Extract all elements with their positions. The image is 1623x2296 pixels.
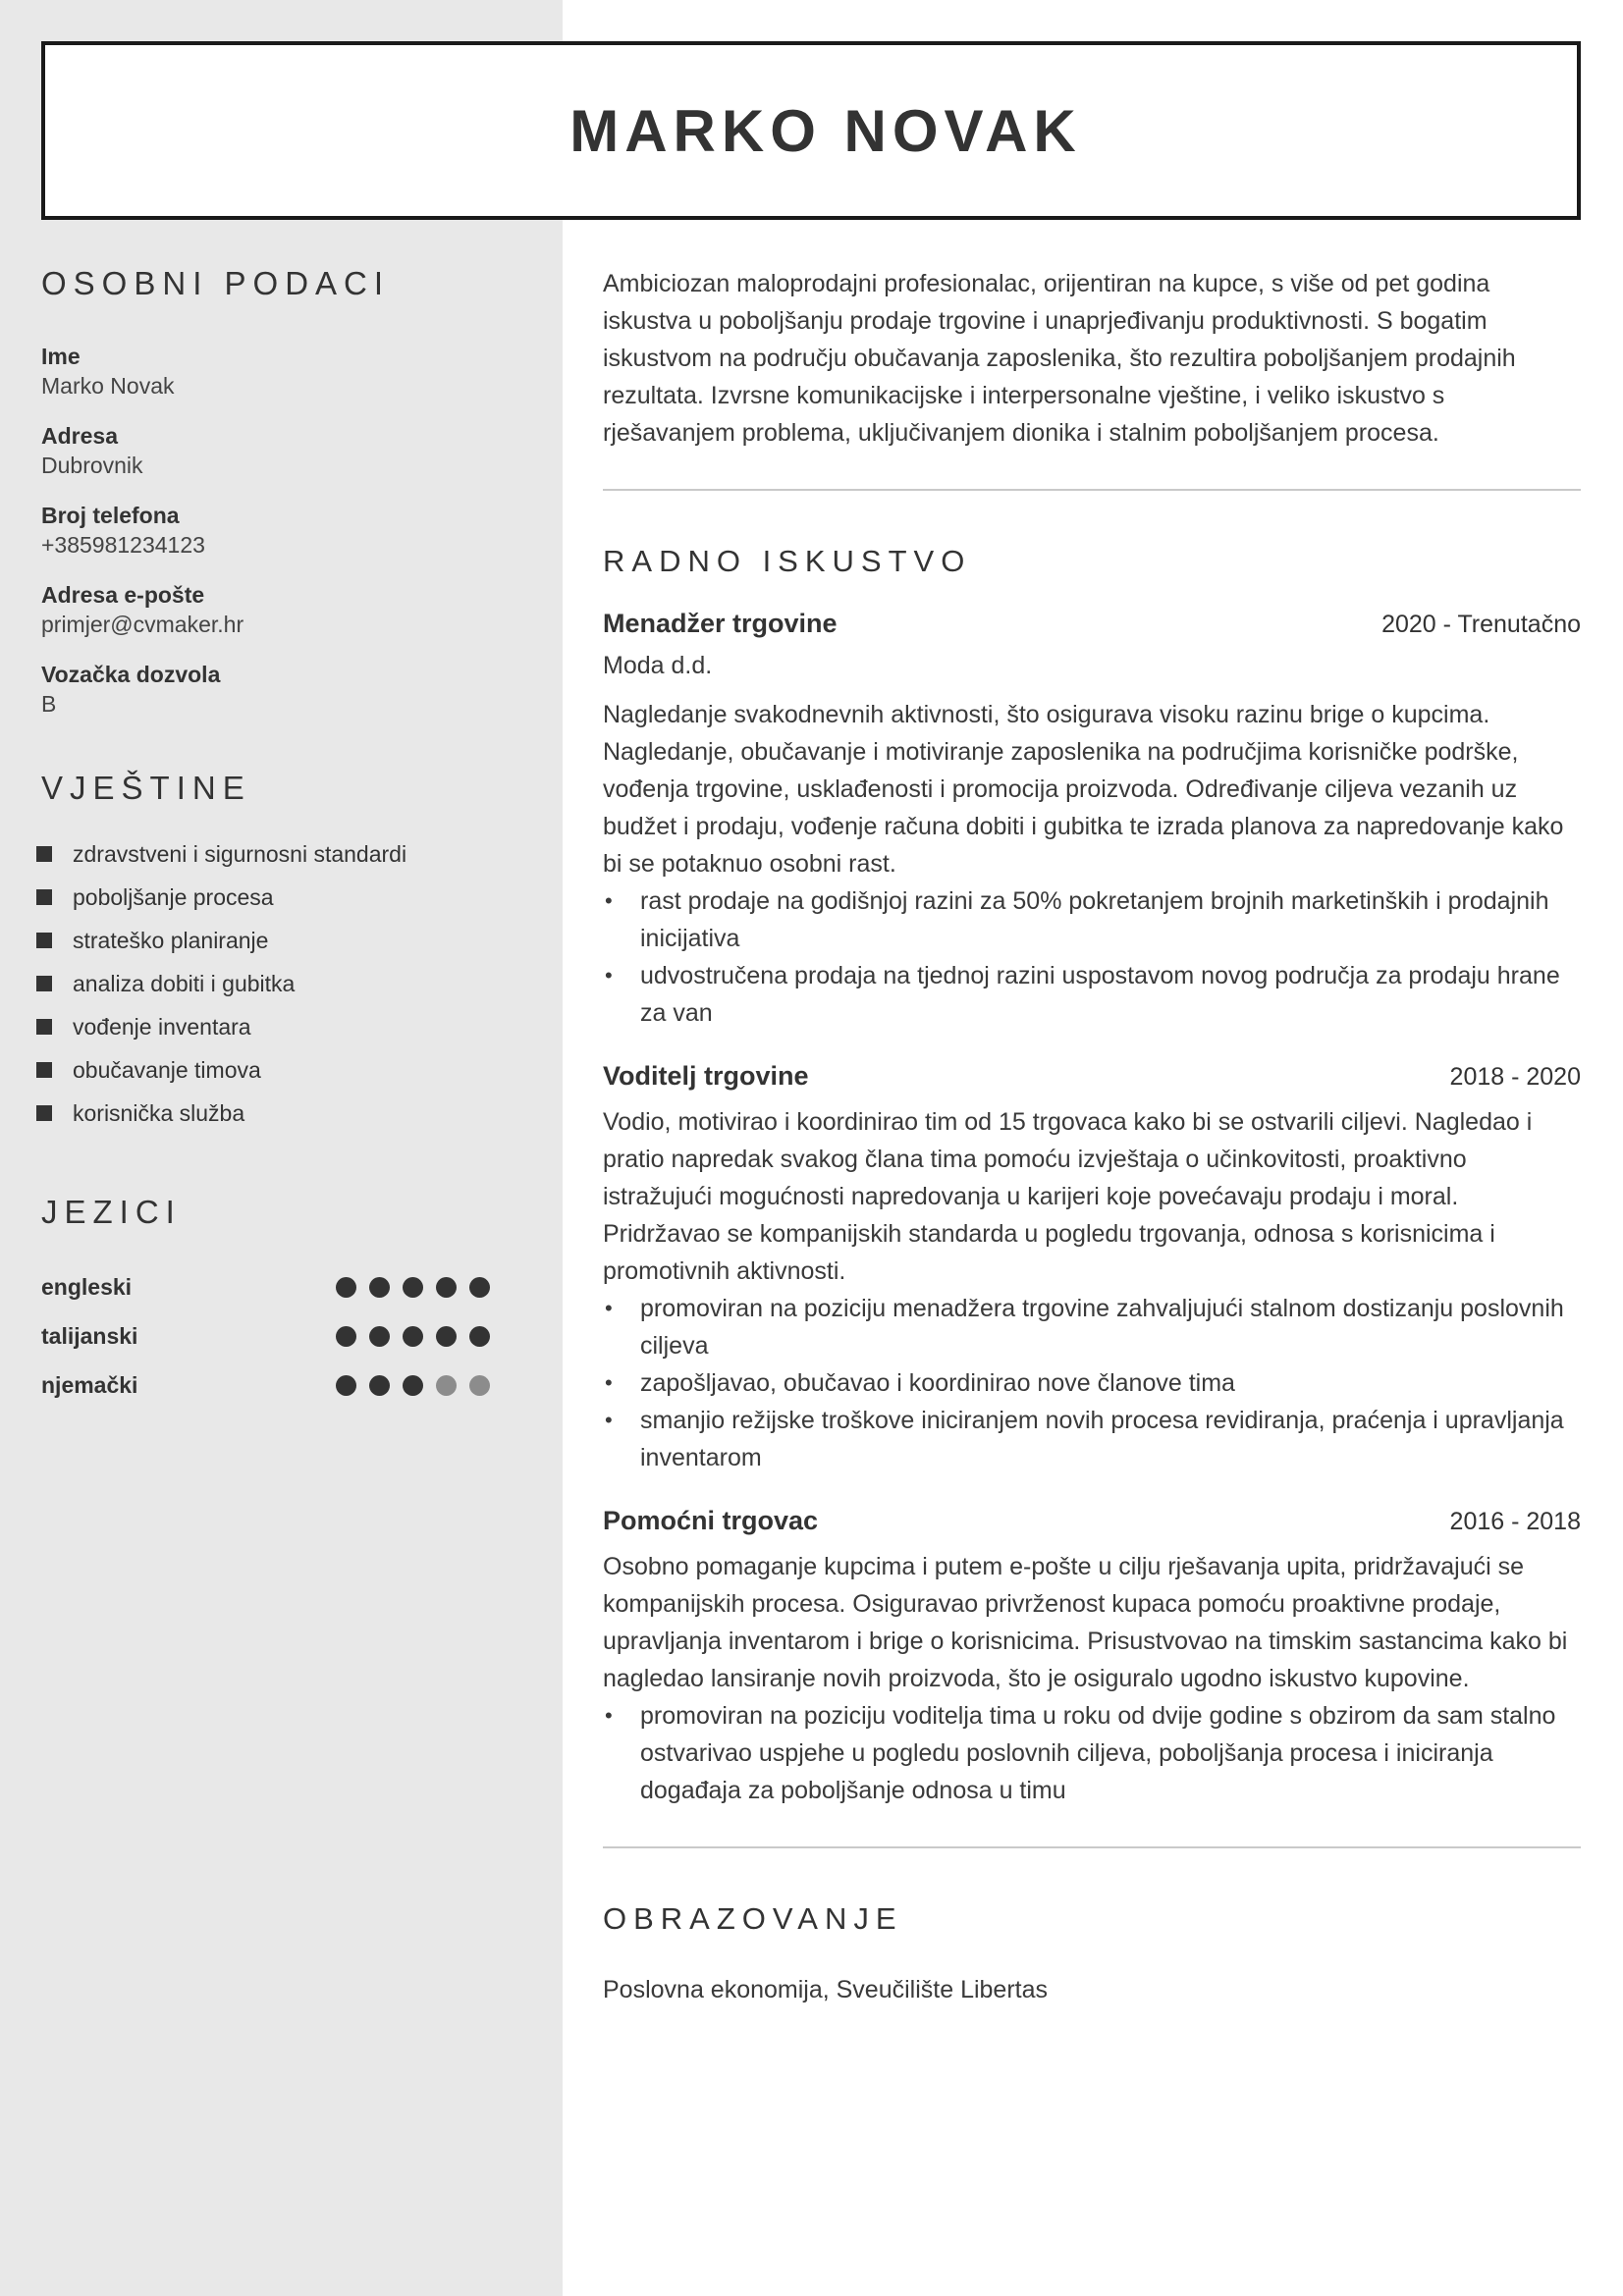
skill-label: poboljšanje procesa <box>73 883 274 910</box>
personal-item-license <box>41 660 522 719</box>
job-entry <box>603 1061 1581 1476</box>
job-date: 2016 - 2018 <box>1449 1508 1581 1535</box>
personal-item-name <box>41 342 522 400</box>
language-row <box>41 1311 490 1361</box>
job-header <box>603 1506 1581 1536</box>
job-header <box>603 609 1581 639</box>
personal-item-address <box>41 421 522 480</box>
personal-label: Adresa <box>41 423 118 449</box>
level-dot-filled <box>403 1375 423 1396</box>
level-dot-filled <box>403 1326 423 1347</box>
divider <box>603 489 1581 491</box>
experience-section-title: RADNO ISKUSTVO <box>603 544 972 578</box>
job-achievements <box>603 882 1581 1032</box>
level-dot-filled <box>436 1326 457 1347</box>
skill-item <box>36 962 522 1005</box>
language-row <box>41 1262 490 1311</box>
job-title: Menadžer trgovine <box>603 609 838 638</box>
main-content <box>603 265 1581 2004</box>
personal-value: Marko Novak <box>41 373 175 399</box>
achievement-item: • rast prodaje na godišnjoj razini za 50% pokretanjem brojnih marketinških i prodajnih inicijativa <box>603 882 1581 957</box>
language-name: njemački <box>41 1371 138 1398</box>
language-level-rating <box>336 1326 490 1347</box>
job-entry <box>603 609 1581 1032</box>
job-title: Voditelj trgovine <box>603 1061 809 1091</box>
level-dot-filled <box>369 1277 390 1298</box>
sidebar-content <box>41 265 522 1410</box>
job-date: 2020 - Trenutačno <box>1381 611 1581 638</box>
job-title: Pomoćni trgovac <box>603 1506 819 1535</box>
level-dot-filled <box>336 1326 356 1347</box>
skill-item <box>36 876 522 919</box>
personal-value: primjer@cvmaker.hr <box>41 612 244 637</box>
job-description: Vodio, motivirao i koordinirao tim od 15 trgovaca kako bi se ostvarili ciljevi. Nagledao i pratio napredak svakog člana tima pomoću izvještaja o učinkovitosti, proaktivno istražujući mogućnosti napredovanja u karijeri koje povećavaju prodaju i moral. Pridržavao se kompanijskih standarda u pogledu trgovanja, odnosa s korisnicima i promotivnih aktivnosti. <box>603 1108 1533 1285</box>
achievement-item: • promoviran na poziciju voditelja tima u roku od dvije godine s obzirom da sam stalno ostvarivao uspjehe u pogledu poslovnih ciljeva, poboljšanja procesa i iniciranja događaja za poboljšanje odnosa u timu <box>603 1697 1581 1809</box>
skill-item <box>36 1092 522 1135</box>
profile-summary: Ambiciozan maloprodajni profesionalac, orijentiran na kupce, s više od pet godina iskustva u poboljšanju prodaje trgovine i unaprjeđivanju produktivnosti. S bogatim iskustvom na području obučavanja zaposlenika, što rezultira poboljšanjem prodajnih rezultata. Izvrsne komunikacijske i interpersonalne vještine, i veliko iskustvo s rješavanjem problema, uključivanjem dionika i stalnim poboljšanjem procesa. <box>603 270 1516 447</box>
skill-item <box>36 1048 522 1092</box>
square-bullet-icon <box>36 1019 52 1035</box>
square-bullet-icon <box>36 846 52 862</box>
divider <box>603 1846 1581 1848</box>
personal-label: Adresa e-pošte <box>41 582 205 608</box>
education-section-title: OBRAZOVANJE <box>603 1901 903 1936</box>
personal-label: Ime <box>41 344 81 369</box>
achievement-item: • udvostručena prodaja na tjednoj razini uspostavom novog područja za prodaju hrane za van <box>603 957 1581 1032</box>
job-description: Nagledanje svakodnevnih aktivnosti, što osigurava visoku razinu brige o kupcima. Nagledanje, obučavanje i motiviranje zaposlenika na područjima korisničke podrške, vođenja trgovine, usklađenosti i promocija proizvoda. Određivanje ciljeva vezanih uz budžet i prodaju, vođenje računa dobiti i gubitka te izrada planova za napredovanje kako bi se potaknuo osobni rast. <box>603 701 1564 878</box>
language-name: talijanski <box>41 1322 138 1349</box>
job-achievements <box>603 1290 1581 1476</box>
square-bullet-icon <box>36 933 52 948</box>
skill-label: analiza dobiti i gubitka <box>73 970 296 996</box>
level-dot-filled <box>369 1326 390 1347</box>
skills-section-title: VJEŠTINE <box>41 770 251 806</box>
skill-item <box>36 919 522 962</box>
square-bullet-icon <box>36 1105 52 1121</box>
language-level-rating <box>336 1375 490 1396</box>
job-achievements <box>603 1697 1581 1809</box>
job-company: Moda d.d. <box>603 652 713 679</box>
skill-label: korisnička služba <box>73 1099 245 1126</box>
personal-details-list <box>41 342 522 719</box>
language-name: engleski <box>41 1273 133 1300</box>
achievement-item: • smanjio režijske troškove iniciranjem novih procesa revidiranja, praćenja i upravljanja inventarom <box>603 1402 1581 1476</box>
languages-list <box>41 1262 522 1410</box>
languages-section-title: JEZICI <box>41 1194 182 1230</box>
level-dot-empty <box>469 1375 490 1396</box>
job-header <box>603 1061 1581 1092</box>
level-dot-filled <box>369 1375 390 1396</box>
personal-item-phone <box>41 501 522 560</box>
personal-value: +385981234123 <box>41 532 205 558</box>
skill-item <box>36 1005 522 1048</box>
skill-label: obučavanje timova <box>73 1056 261 1083</box>
level-dot-filled <box>469 1326 490 1347</box>
achievement-item: • zapošljavao, obučavao i koordinirao nove članove tima <box>603 1364 1581 1402</box>
personal-value: Dubrovnik <box>41 453 143 478</box>
job-description: Osobno pomaganje kupcima i putem e-pošte u cilju rješavanja upita, pridržavajući se kompanijskih procesa. Osiguravao privrženost kupaca pomoću proaktivne prodaje, upravljanja inventarom i brige o korisnicima. Prisustvovao na timskim sastancima kako bi nagledao lansiranje novih proizvoda, što je osiguralo ugodno iskustvo kupovine. <box>603 1553 1568 1692</box>
level-dot-filled <box>336 1375 356 1396</box>
skill-label: vođenje inventara <box>73 1013 251 1040</box>
level-dot-empty <box>436 1375 457 1396</box>
language-row <box>41 1361 490 1410</box>
job-date: 2018 - 2020 <box>1449 1063 1581 1091</box>
personal-label: Broj telefona <box>41 503 180 528</box>
personal-label: Vozačka dozvola <box>41 662 221 687</box>
square-bullet-icon <box>36 889 52 905</box>
job-entry <box>603 1506 1581 1809</box>
square-bullet-icon <box>36 1062 52 1078</box>
personal-section-title: OSOBNI PODACI <box>41 265 391 301</box>
full-name: MARKO NOVAK <box>569 97 1082 164</box>
square-bullet-icon <box>36 976 52 991</box>
level-dot-filled <box>403 1277 423 1298</box>
level-dot-filled <box>436 1277 457 1298</box>
skill-item <box>36 832 522 876</box>
achievement-item: • promoviran na poziciju menadžera trgovine zahvaljujući stalnom dostizanju poslovnih ciljeva <box>603 1290 1581 1364</box>
skill-label: zdravstveni i sigurnosni standardi <box>73 840 407 867</box>
language-level-rating <box>336 1277 490 1298</box>
personal-item-email <box>41 580 522 639</box>
name-header <box>41 41 1581 220</box>
skills-list <box>36 832 522 1135</box>
personal-value: B <box>41 691 57 717</box>
level-dot-filled <box>336 1277 356 1298</box>
education-item: Poslovna ekonomija, Sveučilište Libertas <box>603 1976 1049 2003</box>
skill-label: strateško planiranje <box>73 927 269 953</box>
level-dot-filled <box>469 1277 490 1298</box>
